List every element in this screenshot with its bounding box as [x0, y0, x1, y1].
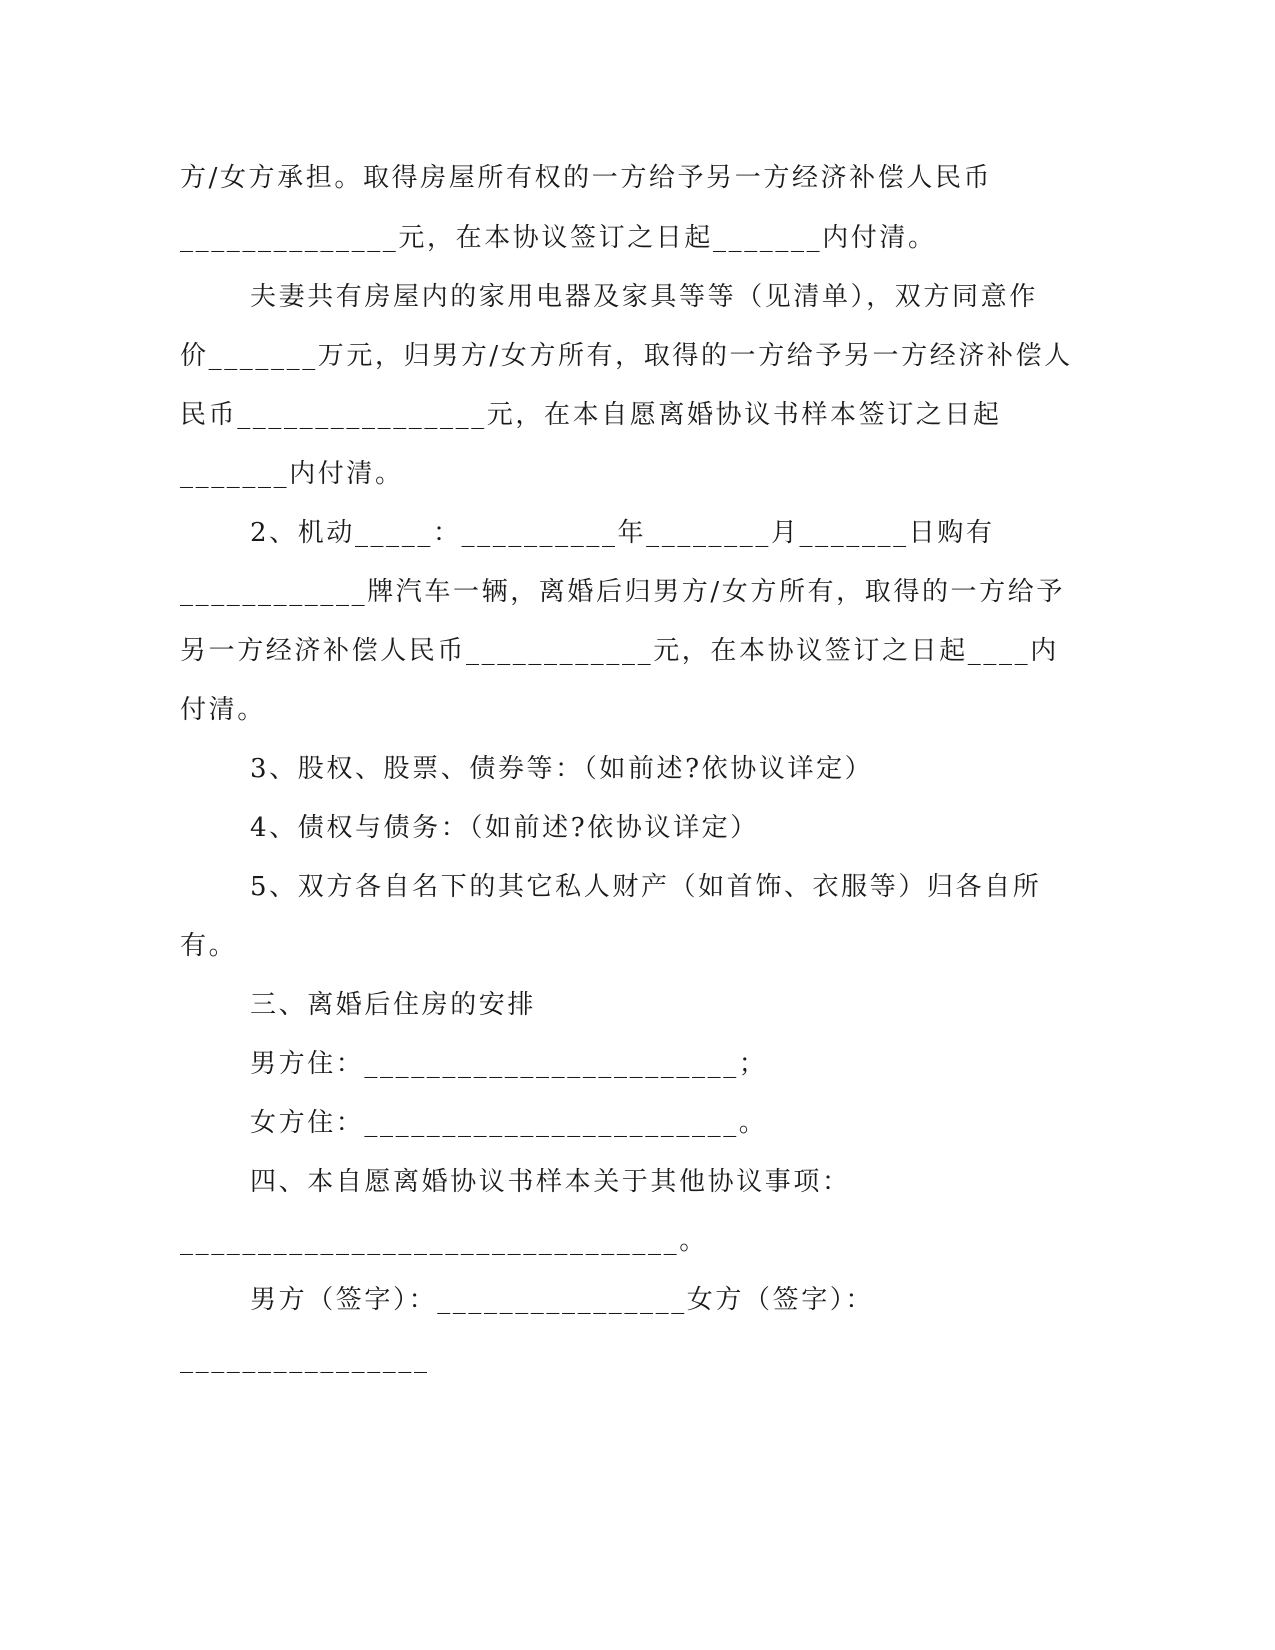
paragraph-line: 2、机动_____：__________年________月_______日购有 [250, 518, 995, 548]
paragraph-line: 男方住：________________________； [250, 1049, 768, 1079]
paragraph-line: 方/女方承担。取得房屋所有权的一方给予另一方经济补偿人民币 [180, 163, 993, 193]
paragraph-line: ______________元，在本协议签订之日起_______内付清。 [180, 223, 937, 253]
paragraph-line: 民币________________元，在本自愿离婚协议书样本签订之日起 [180, 400, 1002, 430]
section-heading: 三、离婚后住房的安排 [250, 990, 537, 1020]
paragraph-line: 5、双方各自名下的其它私人财产（如首饰、衣服等）归各自所 [250, 872, 1042, 902]
signature-blank: ________________ [180, 1344, 430, 1374]
paragraph-line: 夫妻共有房屋内的家用电器及家具等等（见清单），双方同意作 [250, 282, 1038, 312]
paragraph-line: ____________牌汽车一辆，离婚后归男方/女方所有，取得的一方给予 [180, 577, 1065, 607]
paragraph-line: ________________________________。 [180, 1226, 708, 1256]
paragraph-line: 3、股权、股票、债券等：（如前述?依协议详定） [250, 754, 874, 784]
paragraph-line: 4、债权与债务：（如前述?依协议详定） [250, 813, 759, 843]
section-heading: 四、本自愿离婚协议书样本关于其他协议事项： [250, 1167, 851, 1197]
signature-line: 男方（签字）：________________女方（签字）： [250, 1285, 875, 1315]
paragraph-line: 有。 [180, 931, 238, 961]
paragraph-line: 价_______万元，归男方/女方所有，取得的一方给予另一方经济补偿人 [180, 341, 1073, 371]
paragraph-line: 付清。 [180, 695, 266, 725]
paragraph-line: _______内付清。 [180, 459, 404, 489]
paragraph-line: 女方住：________________________。 [250, 1108, 768, 1138]
paragraph-line: 另一方经济补偿人民币____________元，在本协议签订之日起____内 [180, 636, 1059, 666]
